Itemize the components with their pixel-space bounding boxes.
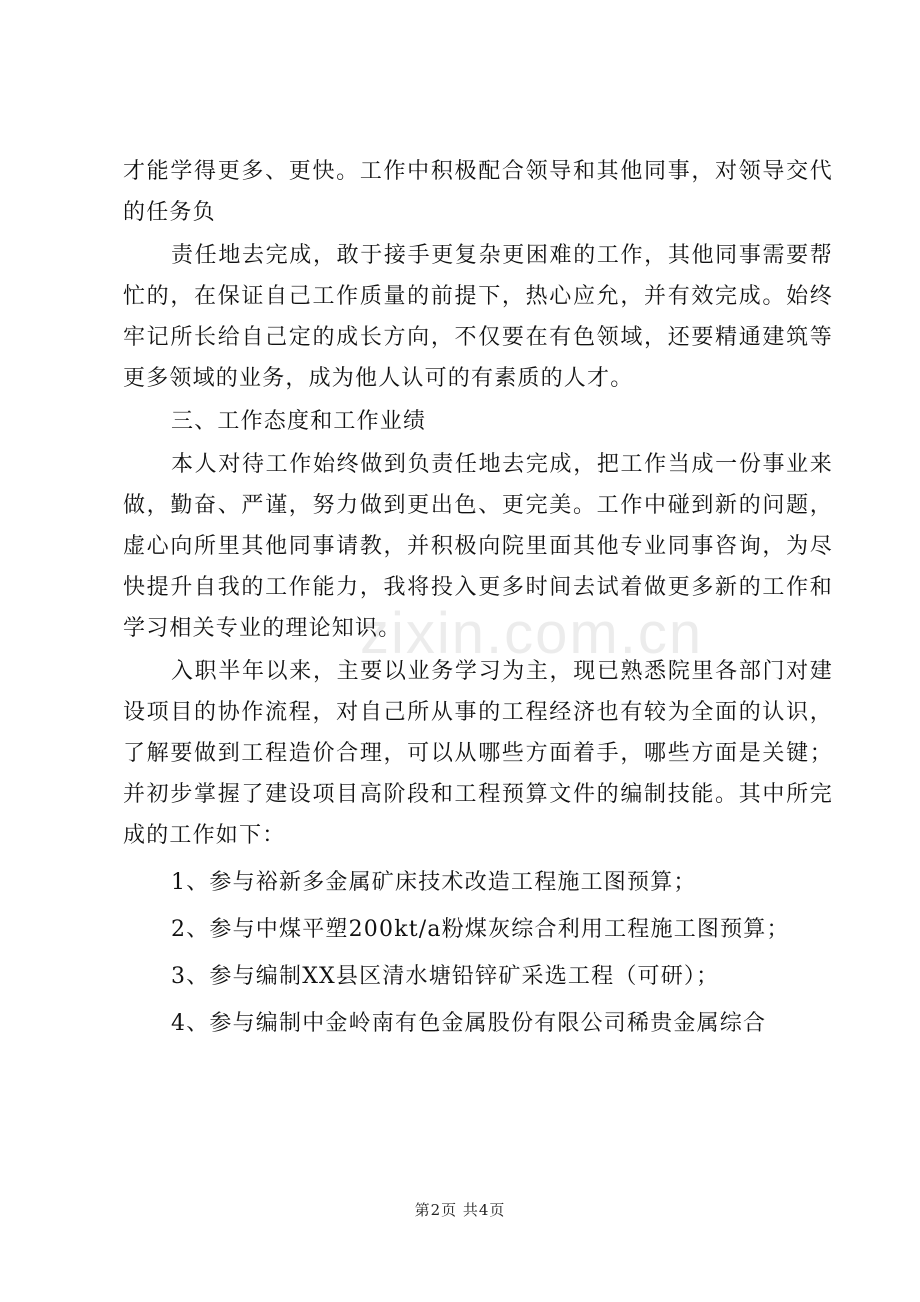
paragraph-achievements: 入职半年以来，主要以业务学习为主，现已熟悉院里各部门对建设项目的协作流程，对自己所从事的工程经济也有较为全面的认识，了解要做到工程造价合理，可以从哪些方面着手，哪些方面是关键；并初步掌握了建设项目高阶段和工程预算文件的编制技能。其中所完成的工作如下： — [123, 659, 833, 848]
paragraph-responsibility: 责任地去完成，敢于接手更复杂更困难的工作，其他同事需要帮忙的，在保证自己工作质量的前提下，热心应允，并有效完成。始终牢记所长给自己定的成长方向，不仅要在有色领域，还要精通建筑等更多领域的业务，成为他人认可的有素质的人才。 — [123, 243, 833, 391]
section-heading-attitude: 三、工作态度和工作业绩 — [171, 409, 427, 434]
document-body — [123, 151, 833, 1044]
list-item: 1、参与裕新多金属矿床技术改造工程施工图预算； — [171, 870, 697, 895]
list-item: 2、参与中煤平塑200kt/a粉煤灰综合利用工程施工图预算； — [171, 917, 790, 942]
list-item: 4、参与编制中金岭南有色金属股份有限公司稀贵金属综合 — [171, 1011, 767, 1036]
page-footer: 第2页 共4页 — [414, 1201, 506, 1219]
watermark: zixin.com.cn — [360, 601, 704, 666]
paragraph-attitude: 本人对待工作始终做到负责任地去完成，把工作当成一份事业来做，勤奋、严谨，努力做到更出色、更完美。工作中碰到新的问题，虚心向所里其他同事请教，并积极向院里面其他专业同事咨询，为尽快提升自我的工作能力，我将投入更多时间去试着做更多新的工作和学习相关专业的理论知识。 — [123, 452, 833, 641]
list-item: 3、参与编制XX县区清水塘铅锌矿采选工程（可研）； — [171, 964, 720, 989]
paragraph-continuation: 才能学得更多、更快。工作中积极配合领导和其他同事，对领导交代的任务负 — [123, 159, 833, 225]
